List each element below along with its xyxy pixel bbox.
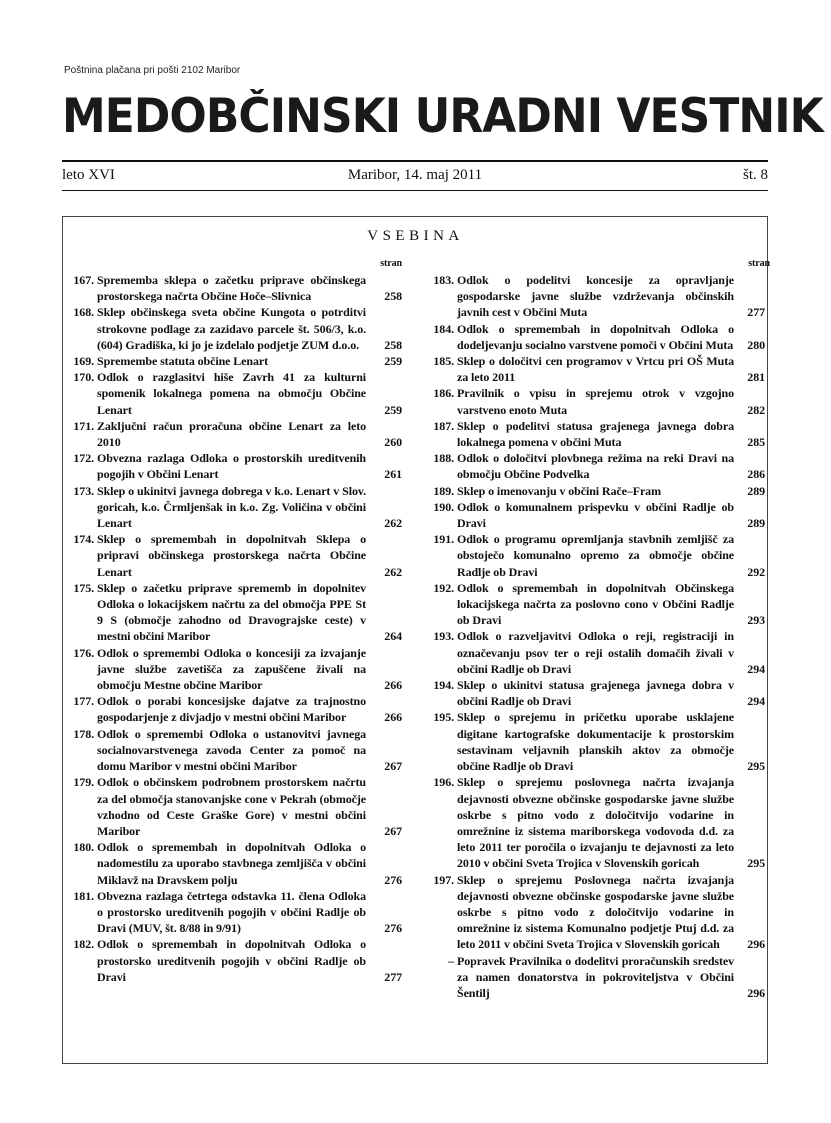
entry-number: 192. (433, 580, 454, 595)
contents-heading: VSEBINA (367, 228, 464, 244)
contents-entry (425, 580, 770, 629)
entry-page: 264 (384, 629, 402, 644)
entry-number: 175. (73, 580, 94, 595)
masthead-title: MEDOBČINSKI URADNI VESTNIK (62, 89, 823, 144)
contents-entry (64, 693, 402, 725)
entry-number: 197. (433, 872, 454, 887)
entry-title: Popravek Pravilnika o dodelitvi proračunskih sredstev za namen donatorstva in pokroviteljstva v Občini Šentilj (457, 953, 734, 1000)
entry-title: Odlok o spremembah in dopolnitvah Občinskega lokacijskega načrta za poslovno cono v Občini Radlje ob Dravi (457, 580, 734, 628)
entry-number: 183. (433, 273, 454, 287)
entry-number: 180. (73, 840, 94, 855)
entry-page: 262 (384, 564, 402, 579)
entry-number: 178. (73, 726, 94, 741)
issue-year: leto XVI (62, 167, 115, 183)
entry-title: Odlok o podelitvi koncesije za opravljanje gospodarske javne službe vzdrževanja občinskih javnih cest v Občini Muta (457, 273, 734, 320)
entry-title: Odlok o spremembi Odloka o ustanovitvi javnega socialnovarstvenega zavoda Center za pomoč na domu Maribor v mestni občini Maribor (97, 726, 366, 774)
entry-number: 191. (433, 532, 454, 547)
contents-entry (425, 872, 770, 953)
entry-number: 182. (73, 937, 94, 952)
entry-page: 258 (384, 289, 402, 304)
entry-number: 186. (433, 386, 454, 401)
contents-entry (425, 499, 770, 531)
header-rule (62, 160, 768, 162)
entry-page: 292 (747, 564, 765, 579)
entry-number: 184. (433, 321, 454, 336)
entry-title: Sklep o spremembah in dopolnitvah Sklepa o pripravi občinskega prostorskega načrta Občine Lenart (97, 532, 366, 579)
entry-title: Obvezna razlaga Odloka o prostorskih ureditvenih pogojih v Občini Lenart (97, 451, 366, 482)
entry-title: Odlok o spremembi Odloka o koncesiji za izvajanje javne službe zavetišča za zapuščene živali na območju Mestne občine Maribor (97, 645, 366, 693)
entry-number: 168. (73, 305, 94, 320)
entry-title: Zaključni račun proračuna občine Lenart za leto 2010 (97, 418, 366, 450)
entry-page: 286 (747, 467, 765, 482)
entry-title: Sklep občinskega sveta občine Kungota o potrditvi strokovne podlage za zazidavo parcele št. 506/3, k.o. (604) Gradiška, ki jo je izdelalo podjetje ZUM d.o.o. (97, 305, 366, 352)
entry-page: 289 (747, 516, 765, 531)
contents-entry (64, 726, 402, 775)
entry-page: 277 (747, 305, 765, 320)
entry-page: 276 (384, 872, 402, 887)
contents-entry (64, 645, 402, 694)
entry-number: 173. (73, 483, 94, 498)
entry-number: 187. (433, 418, 454, 433)
contents-entry (64, 774, 402, 839)
entry-page: 267 (384, 759, 402, 774)
entry-title: Pravilnik o vpisu in sprejemu otrok v vzgojno varstveno enoto Muta (457, 386, 734, 417)
entry-number: 179. (73, 775, 94, 790)
entry-page: 282 (747, 402, 765, 417)
entry-title: Sklep o ukinitvi statusa grajenega javnega dobra v občini Radlje ob Dravi (457, 678, 734, 709)
entry-title: Odlok o spremembah in dopolnitvah Odloka o dodeljevanju socialno varstvene pomoči v Občini Muta (457, 321, 734, 352)
contents-entry (425, 709, 770, 774)
contents-entry (64, 450, 402, 482)
entry-title: Odlok o komunalnem prispevku v občini Radlje ob Dravi (457, 499, 734, 531)
contents-entry (425, 353, 770, 385)
entry-title: Sklep o določitvi cen programov v Vrtcu pri OŠ Muta za leto 2011 (457, 354, 734, 385)
entry-number: 195. (433, 710, 454, 725)
entry-page: 262 (384, 516, 402, 531)
contents-entry (64, 418, 402, 450)
entry-page: 276 (384, 921, 402, 936)
contents-entry (64, 369, 402, 418)
entry-number: 181. (73, 888, 94, 903)
entry-page: 295 (747, 856, 765, 871)
entry-number: 196. (433, 775, 454, 790)
entry-title: Sprememba sklepa o začetku priprave občinskega prostorskega načrta Občine Hoče–Slivnica (97, 273, 366, 304)
entry-page: 295 (747, 759, 765, 774)
entry-number: 185. (433, 354, 454, 369)
entry-page: 294 (747, 694, 765, 709)
entry-page: 266 (384, 678, 402, 693)
entry-page: 285 (747, 435, 765, 450)
entry-number: 171. (73, 418, 94, 433)
entry-page: 261 (384, 467, 402, 482)
entry-number: 177. (73, 694, 94, 709)
contents-entry (64, 531, 402, 580)
entry-title: Sklep o ukinitvi javnega dobrega v k.o. Lenart v Slov. goricah, k.o. Črmljenšak in k.o. Zg. Voličina v občini Lenart (97, 483, 366, 531)
entry-number: 176. (73, 645, 94, 660)
entry-number: 170. (73, 370, 94, 385)
contents-entry (425, 450, 770, 482)
contents-entry (425, 321, 770, 353)
entry-title: Odlok o razglasitvi hiše Zavrh 41 za kulturni spomenik lokalnega pomena na območju Občine Lenart (97, 370, 366, 417)
entry-title: Sklep o sprejemu poslovnega načrta izvajanja dejavnosti obvezne občinske gospodarske javne službe oskrbe s pitno vodo z določitvijo vodarine in omrežnine iz sistema mariborskega vodovoda d.d. za leto 2011 ter poročila o izvajanju te dejavnosti za leto 2010 v občini Sveta Trojica v Slovenskih goricah (457, 775, 734, 871)
entry-title: Sklep o začetku priprave sprememb in dopolnitev Odloka o lokacijskem načrtu za del območja PPE St 9 S (območje zahodno od Dravograjske ceste) v mestni občini Maribor (97, 580, 366, 644)
entry-page: 259 (384, 402, 402, 417)
contents-entry (425, 677, 770, 709)
contents-entry (64, 353, 402, 369)
issue-number: št. 8 (742, 167, 768, 183)
entry-page: 296 (747, 937, 765, 952)
entry-page: 259 (384, 354, 402, 369)
entry-page: 289 (747, 483, 765, 498)
entry-title: Odlok o občinskem podrobnem prostorskem načrtu za del območja stanovanjske cone v Pekrah (območje vzhodno od Ceste Graške Gore) v mestni občini Maribor (97, 775, 366, 838)
entry-title: Odlok o programu opremljanja stavbnih zemljišč za obstoječo komunalno opremo za območje občine Radlje ob Dravi (457, 532, 734, 579)
contents-entry (64, 839, 402, 888)
entry-number: 174. (73, 532, 94, 547)
entry-page: 258 (384, 337, 402, 352)
entry-title: Obvezna razlaga četrtega odstavka 11. člena Odloka o prostorsko ureditvenih pogojih v občini Radlje ob Dravi (MUV, št. 8/88 in 9/91) (97, 888, 366, 936)
contents-entry (425, 628, 770, 677)
contents-entry (425, 385, 770, 417)
issue-date: Maribor, 14. maj 2011 (347, 167, 483, 183)
entry-number: 172. (73, 451, 94, 466)
entry-title: Sklep o sprejemu in pričetku uporabe usklajene digitane kartografske dokumentacije k prostorskim sestavinam veljavnih planskih aktov za območje občine Radlje ob Dravi (457, 710, 734, 774)
entry-page: 280 (747, 337, 765, 352)
contents-entry (425, 418, 770, 450)
entry-page: 266 (384, 710, 402, 725)
entry-title: Spremembe statuta občine Lenart (97, 354, 268, 369)
contents-entry (64, 580, 402, 645)
entry-number: 190. (433, 499, 454, 514)
entry-number: 189. (433, 483, 454, 498)
page-column-label: stran (748, 258, 770, 269)
contents-entry (64, 888, 402, 937)
contents-entry (64, 272, 402, 304)
entry-number: 188. (433, 451, 454, 466)
entry-title: Odlok o spremembah in dopolnitvah Odloka o nadomestilu za uporabo stavbnega zemljišča v občini Miklavž na Dravskem polju (97, 840, 366, 887)
contents-entry (425, 483, 770, 499)
entry-title: Sklep o imenovanju v občini Rače–Fram (457, 483, 661, 498)
entry-title: Odlok o porabi koncesijske dajatve za trajnostno gospodarjenje z divjadjo v mestni občini Maribor (97, 694, 366, 725)
entry-page: 281 (747, 370, 765, 385)
issue-info-line (62, 167, 768, 187)
entry-number: 194. (433, 678, 454, 693)
entry-page: 260 (384, 435, 402, 450)
postage-note: Poštnina plačana pri pošti 2102 Maribor (64, 65, 241, 76)
entry-page: 294 (747, 661, 765, 676)
info-rule (62, 190, 768, 191)
contents-entry (425, 953, 770, 1002)
entry-number: 167. (73, 273, 94, 287)
entry-number: 193. (433, 629, 454, 644)
entry-page: 277 (384, 969, 402, 984)
contents-entry (425, 774, 770, 871)
entry-title: Odlok o določitvi plovbnega režima na reki Dravi na območju Občine Podvelka (457, 451, 734, 482)
entry-number: 169. (73, 354, 94, 369)
entry-page: 267 (384, 823, 402, 838)
contents-entry (64, 936, 402, 985)
entry-title: Odlok o spremembah in dopolnitvah Odloka o prostorsko ureditvenih pogojih v občini Radlje ob Dravi (97, 937, 366, 984)
page-column-label: stran (380, 258, 402, 269)
entry-title: Odlok o razveljavitvi Odloka o reji, registraciji in označevanju psov ter o reji ostalih domačih živali v občini Radlje ob Dravi (457, 629, 734, 676)
contents-entry (64, 304, 402, 353)
contents-left-column (64, 258, 402, 985)
entry-title: Sklep o sprejemu Poslovnega načrta izvajanja dejavnosti obvezne občinske gospodarske javne službe oskrbe s pitno vodo z določitvijo vodarine in omrežnine iz sistema Komunalno podjetje Ptuj d.d. za leto 2011 v občini Sveta Trojica v Slovenskih goricah (457, 872, 734, 952)
entry-page: 296 (747, 985, 765, 1000)
contents-entry (425, 531, 770, 580)
entry-number: – (448, 953, 454, 968)
contents-entry (64, 483, 402, 532)
contents-right-column (425, 258, 770, 1001)
entry-title: Sklep o podelitvi statusa grajenega javnega dobra lokalnega pomena v občini Muta (457, 418, 734, 450)
entry-page: 293 (747, 613, 765, 628)
contents-entry (425, 272, 770, 321)
